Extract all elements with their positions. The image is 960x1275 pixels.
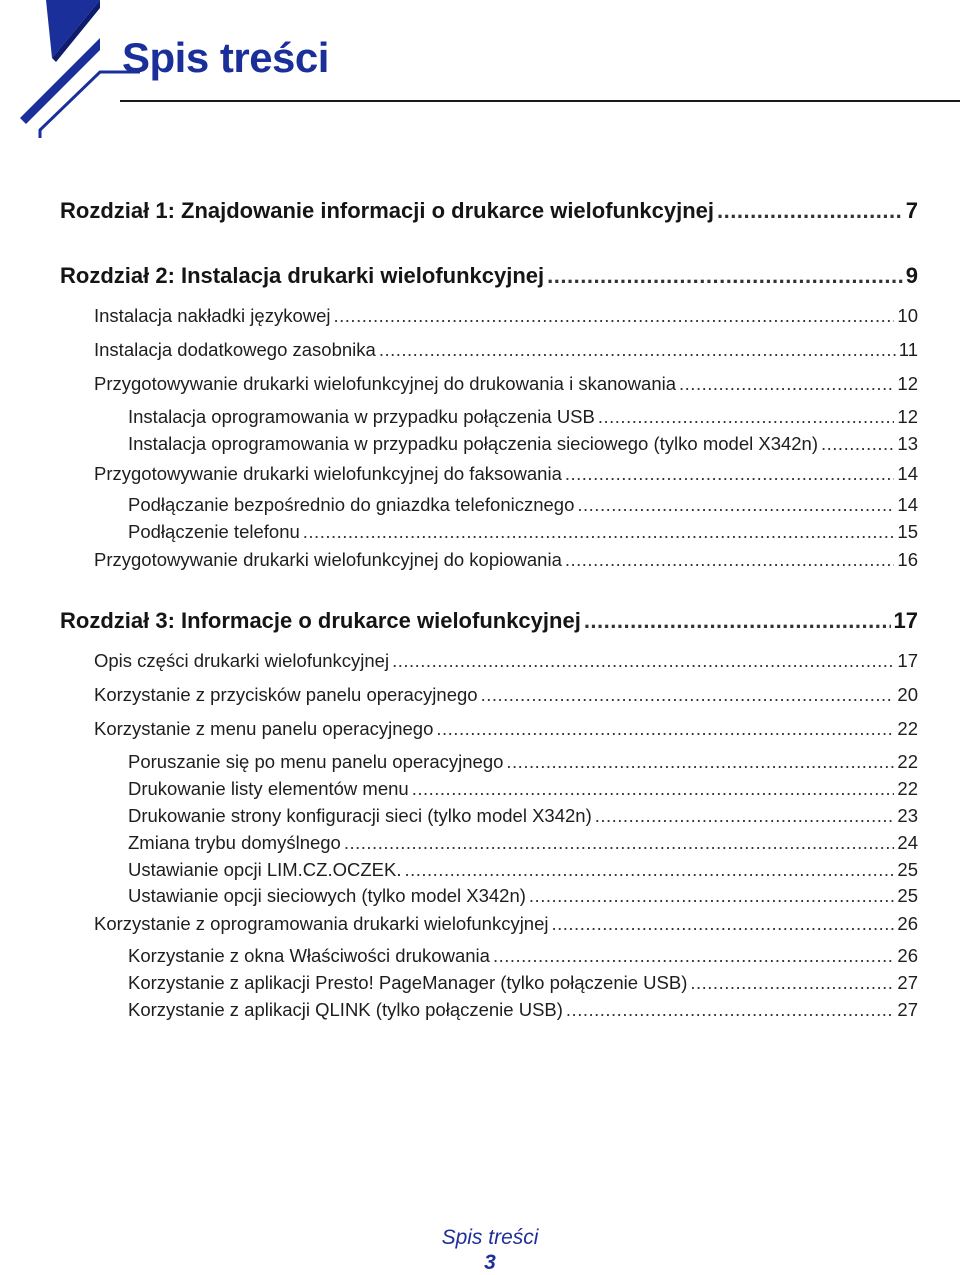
toc-entry-label: Opis części drukarki wielofunkcyjnej (94, 650, 390, 671)
toc-subentry[interactable] (128, 521, 918, 543)
page-title: Spis treści (122, 34, 329, 81)
toc-entry[interactable] (94, 305, 918, 327)
toc-leader-dots (679, 373, 894, 395)
toc-leader-dots (565, 463, 895, 485)
toc-entry-page: 16 (897, 549, 918, 570)
toc-subentry[interactable] (128, 972, 918, 994)
toc-subentry[interactable] (128, 885, 918, 907)
toc-leader-dots (404, 859, 894, 881)
toc-entry-page: 15 (897, 521, 918, 542)
toc-entry-label: Instalacja oprogramowania w przypadku połączenia sieciowego (tylko model X342n) (128, 433, 819, 454)
toc-entry-page: 17 (897, 650, 918, 671)
toc-entry-page: 22 (897, 751, 918, 772)
toc-entry[interactable] (94, 339, 918, 361)
toc-leader-dots (412, 778, 895, 800)
toc-entry-label: Poruszanie się po menu panelu operacyjnego (128, 751, 504, 772)
toc-entry-label: Przygotowywanie drukarki wielofunkcyjnej do kopiowania (94, 549, 562, 570)
toc-entry-page: 27 (897, 972, 918, 993)
toc-leader-dots (334, 305, 895, 327)
toc-entry-page: 26 (897, 945, 918, 966)
toc-subentry[interactable] (128, 805, 918, 827)
toc-subentry[interactable] (128, 999, 918, 1021)
toc-leader-dots (344, 832, 895, 854)
toc-entry-label: Ustawianie opcji sieciowych (tylko model X342n) (128, 885, 526, 906)
toc-leader-dots (379, 339, 896, 361)
toc-subentry[interactable] (128, 406, 918, 428)
toc-leader-dots (493, 945, 894, 967)
toc-entry[interactable] (94, 650, 918, 672)
toc-entry-label: Instalacja dodatkowego zasobnika (94, 339, 376, 360)
toc-subentry[interactable] (128, 751, 918, 773)
toc-leader-dots (565, 549, 895, 571)
toc-entry[interactable] (94, 684, 918, 706)
toc-entry-page: 13 (897, 433, 918, 454)
toc-entry-label: Rozdział 1: Znajdowanie informacji o drukarce wielofunkcyjnej (60, 198, 715, 223)
toc-entry-page: 25 (897, 885, 918, 906)
toc-leader-dots (821, 433, 894, 455)
toc-entry-label: Drukowanie strony konfiguracji sieci (tylko model X342n) (128, 805, 592, 826)
toc-leader-dots (690, 972, 894, 994)
toc-leader-dots (436, 718, 894, 740)
toc-entry-page: 22 (897, 778, 918, 799)
toc-entry-label: Korzystanie z oprogramowania drukarki wielofunkcyjnej (94, 913, 549, 934)
toc-subentry[interactable] (128, 859, 918, 881)
toc-entry-page: 11 (898, 339, 918, 360)
toc-subentry[interactable] (128, 433, 918, 455)
toc-entry-label: Korzystanie z okna Właściwości drukowania (128, 945, 490, 966)
toc-entry-page: 25 (897, 859, 918, 880)
toc-entry[interactable] (94, 718, 918, 740)
toc-chapter-3[interactable] (60, 608, 918, 634)
toc-subentry[interactable] (128, 945, 918, 967)
toc-entry-page: 23 (897, 805, 918, 826)
toc-leader-dots (598, 406, 895, 428)
toc-entry-label: Przygotowywanie drukarki wielofunkcyjnej do drukowania i skanowania (94, 373, 677, 394)
toc-leader-dots (566, 999, 895, 1021)
toc-entry-page: 9 (905, 263, 918, 288)
toc-leader-dots (506, 751, 894, 773)
lexmark-logo-icon (0, 0, 140, 140)
toc-entry-page: 12 (897, 406, 918, 427)
toc-chapter-1[interactable] (60, 198, 918, 224)
toc-entry-page: 10 (897, 305, 918, 326)
toc-leader-dots (529, 885, 895, 907)
toc-entry-page: 22 (897, 718, 918, 739)
toc-entry-page: 24 (897, 832, 918, 853)
toc-leader-dots (552, 913, 895, 935)
toc-entry-label: Drukowanie listy elementów menu (128, 778, 409, 799)
toc-entry-label: Ustawianie opcji LIM.CZ.OCZEK. (128, 859, 402, 880)
toc-leader-dots (392, 650, 894, 672)
toc-entry-label: Zmiana trybu domyślnego (128, 832, 341, 853)
toc-entry-label: Podłączanie bezpośrednio do gniazdka telefonicznego (128, 494, 575, 515)
footer-section-title: Spis treści (441, 1226, 539, 1249)
toc-entry-page: 17 (893, 608, 918, 633)
toc-entry-page: 12 (897, 373, 918, 394)
toc-leader-dots (717, 198, 903, 224)
toc-entry[interactable] (94, 549, 918, 571)
toc-entry-label: Rozdział 3: Informacje o drukarce wielofunkcyjnej (60, 608, 581, 633)
toc-leader-dots (584, 608, 891, 634)
toc-entry-page: 20 (897, 684, 918, 705)
toc-entry-label: Podłączenie telefonu (128, 521, 300, 542)
toc-leader-dots (595, 805, 895, 827)
toc-entry-label: Korzystanie z przycisków panelu operacyjnego (94, 684, 478, 705)
toc-entry-label: Instalacja nakładki językowej (94, 305, 331, 326)
toc-leader-dots (547, 263, 903, 289)
toc-chapter-2[interactable] (60, 263, 918, 289)
toc-entry-label: Korzystanie z aplikacji Presto! PageManager (tylko połączenie USB) (128, 972, 688, 993)
title-rule (120, 100, 960, 102)
toc-leader-dots (577, 494, 894, 516)
toc-entry-page: 14 (897, 463, 918, 484)
toc-entry-label: Rozdział 2: Instalacja drukarki wielofunkcyjnej (60, 263, 545, 288)
toc-leader-dots (481, 684, 895, 706)
footer-page-number: 3 (484, 1251, 496, 1274)
toc-entry-label: Korzystanie z aplikacji QLINK (tylko połączenie USB) (128, 999, 563, 1020)
toc-entry[interactable] (94, 913, 918, 935)
toc-entry-label: Korzystanie z menu panelu operacyjnego (94, 718, 434, 739)
toc-entry-label: Przygotowywanie drukarki wielofunkcyjnej do faksowania (94, 463, 562, 484)
toc-entry-page: 7 (905, 198, 918, 223)
toc-entry-page: 26 (897, 913, 918, 934)
toc-subentry[interactable] (128, 778, 918, 800)
toc-leader-dots (303, 521, 895, 543)
toc-subentry[interactable] (128, 494, 918, 516)
toc-subentry[interactable] (128, 832, 918, 854)
toc-entry-label: Instalacja oprogramowania w przypadku połączenia USB (128, 406, 595, 427)
toc-entry[interactable] (94, 463, 918, 485)
toc-entry[interactable] (94, 373, 918, 395)
toc-entry-page: 27 (897, 999, 918, 1020)
toc-entry-page: 14 (897, 494, 918, 515)
